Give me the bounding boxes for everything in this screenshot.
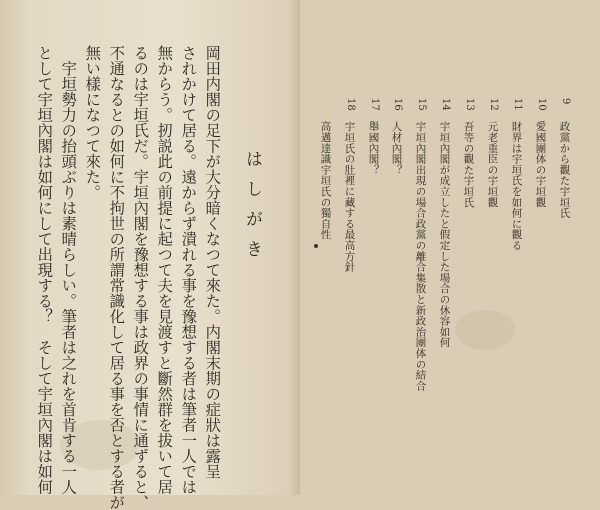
body-line: 無からう。扨説此の前提に起つて夫を見渡すと斷然群を拔いて居 bbox=[155, 45, 174, 495]
toc-number: 18 bbox=[345, 98, 356, 111]
body-line: 宇垣勢力の抬頭ぶりは素晴らしい。筆者は之れを首肯する一人 bbox=[59, 45, 78, 495]
toc-number: 12 bbox=[488, 98, 499, 111]
toc-title: 政黨から觀た宇垣氏 bbox=[558, 121, 571, 219]
toc-number: 13 bbox=[464, 98, 475, 111]
toc-number: 9 bbox=[560, 98, 571, 105]
body-line: 岡田内閣の足下が大分暗くなつて來た。内閣末期の症狀は露呈 bbox=[203, 45, 222, 479]
toc-title: 宇垣內閣出現の場合政黨の離合集散と新政治團体の結合 bbox=[414, 121, 427, 391]
body-line: されかけて居る。遠からず潰れる事を豫想する者は筆者一人では bbox=[179, 45, 198, 495]
toc-number: 17 bbox=[369, 98, 380, 111]
toc-title: 元老重臣の宇垣觀 bbox=[486, 121, 499, 208]
toc-title: 高邁達識宇垣氏の獨自性 bbox=[319, 121, 332, 240]
toc-number: 15 bbox=[416, 98, 427, 111]
toc-title: 吾等の觀た宇垣氏 bbox=[462, 121, 475, 208]
page-title: はしがき bbox=[242, 150, 262, 270]
body-line: として宇垣內閣は如何にして出現する？ そして宇垣內閣は如何 bbox=[35, 45, 54, 495]
toc-title: 愛國團体の宇垣觀 bbox=[534, 121, 547, 208]
toc-number: 16 bbox=[392, 98, 403, 111]
paper-stain bbox=[455, 310, 515, 350]
toc-number: 11 bbox=[512, 98, 523, 111]
toc-title: 財界は宇垣氏を如何に觀る bbox=[510, 121, 523, 251]
body-line: るのは宇垣氏だ。宇垣內閣を豫想する事は政界の事情に通ずると、 bbox=[131, 45, 150, 510]
toc-number: 10 bbox=[536, 98, 547, 111]
toc-number: 14 bbox=[440, 98, 451, 111]
toc-title: 宇垣氏の肚裡に藏する最高方針 bbox=[343, 121, 356, 273]
body-line: 無い樣になつて來た。 bbox=[83, 45, 102, 200]
ornament-dot bbox=[314, 244, 318, 248]
toc-title: 宇垣內閣が成立したと假定した場合の休容如何 bbox=[438, 121, 451, 348]
body-line: 不通なるとの如何に不拘世の所謂常識化して居る事を否とする者が bbox=[107, 45, 126, 510]
toc-title: 舉國內閣？ bbox=[367, 121, 380, 175]
toc-title: 人材內閣？ bbox=[390, 121, 403, 175]
